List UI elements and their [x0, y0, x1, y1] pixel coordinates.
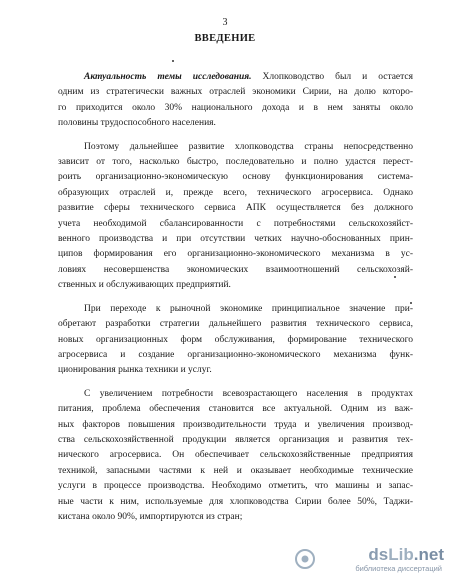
paragraph-line: ства сельскохозяйственной продукции является организация и развития тех-	[58, 434, 413, 445]
paragraph-line: ных факторов повышения производительности труда и увеличения производ-	[58, 419, 413, 430]
paragraph-development	[58, 140, 413, 294]
paragraph-line: образующих отраслей и, прежде всего, технического агросервиса. Однако	[58, 187, 413, 198]
paragraph-line: кистана около 90%, импортируются из стран;	[58, 511, 243, 522]
paragraph-line: ные части к ним, используемые для хлопководства Сирии более 50%, Таджи-	[58, 496, 413, 507]
watermark-logo-lib: Lib	[388, 545, 414, 564]
paragraph-line: половины трудоспособного населения.	[58, 118, 216, 129]
scan-speck	[394, 276, 396, 278]
paragraph-line: обретают разработки стратегии дальнейшего развития технического сервиса,	[58, 319, 413, 330]
scan-speck	[172, 60, 174, 62]
paragraph-line: развитие сферы технического сервиса АПК осуществляется без должного	[58, 203, 413, 214]
paragraph-line: го приходится около 30% национального дохода и в нем заняты около	[58, 102, 413, 113]
paragraph-line: венного производства и при отсутствии четких научно-обоснованных прин-	[58, 234, 413, 245]
paragraph-line: техникой, запасными частями к ней и оказывает необходимые технические	[58, 465, 413, 476]
watermark	[294, 546, 444, 574]
paragraph-market-transition	[58, 302, 413, 379]
paragraph-line: При переходе к рыночной экономике принципиальное значение при-	[84, 303, 413, 314]
watermark-logo	[294, 546, 444, 564]
paragraph-line: ционирования рынка техники и услуг.	[58, 365, 212, 376]
relevance-lead: Актуальность темы исследования.	[84, 72, 252, 82]
relevance-lead-rest: Хлопководство был и остается	[251, 72, 413, 82]
paragraph-line: ципов формирования его организационно-экономического механизма в ус-	[58, 249, 413, 260]
document-body	[58, 70, 413, 525]
paragraph-relevance	[58, 70, 413, 132]
paragraph-line: одним из стратегически важных отраслей экономики Сирии, на долю которо-	[58, 87, 413, 98]
paragraph-line: ственных и обслуживающих предприятий.	[58, 280, 231, 291]
paragraph-line: зависит от того, насколько быстро, последовательно и полно удастся перест-	[58, 157, 413, 168]
paragraph-line: питания, проблема обеспечения становится все актуальной. Одним из важ-	[58, 404, 413, 415]
paragraph-line: новых организационных форм обслуживания, формирование технического	[58, 334, 413, 345]
page-title: ВВЕДЕНИЕ	[194, 33, 256, 44]
paragraph-line: услуги в процессе производства. Необходимо отметить, что машины и запас-	[58, 481, 413, 492]
page-number: 3	[222, 17, 228, 28]
watermark-subtitle: библиотека диссертаций	[355, 564, 442, 573]
paragraph-line: учета необходимой сбалансированности с потребностями сельскохозяйст-	[58, 218, 413, 229]
paragraph-line: нического агросервиса. Он обеспечивает сельскохозяйственные предприятия	[58, 450, 413, 461]
paragraph-line: агросервиса и создание организационно-экономического механизма функ-	[58, 349, 413, 360]
scan-speck	[410, 302, 412, 304]
paragraph-line	[58, 70, 413, 85]
paragraph-line: С увеличением потребности всевозрастающего населения в продуктах	[84, 388, 413, 399]
watermark-logo-ds: ds	[368, 545, 389, 564]
watermark-logo-net: .net	[413, 545, 444, 564]
paragraph-line: ловиях несовершенства экономических взаимоотношений сельскохозяй-	[58, 264, 413, 275]
paragraph-line: Поэтому дальнейшее развитие хлопководства страны непосредственно	[84, 141, 413, 152]
paragraph-food-demand	[58, 387, 413, 526]
paragraph-line: роить организационно-экономическую основу функционирования система-	[58, 172, 413, 183]
